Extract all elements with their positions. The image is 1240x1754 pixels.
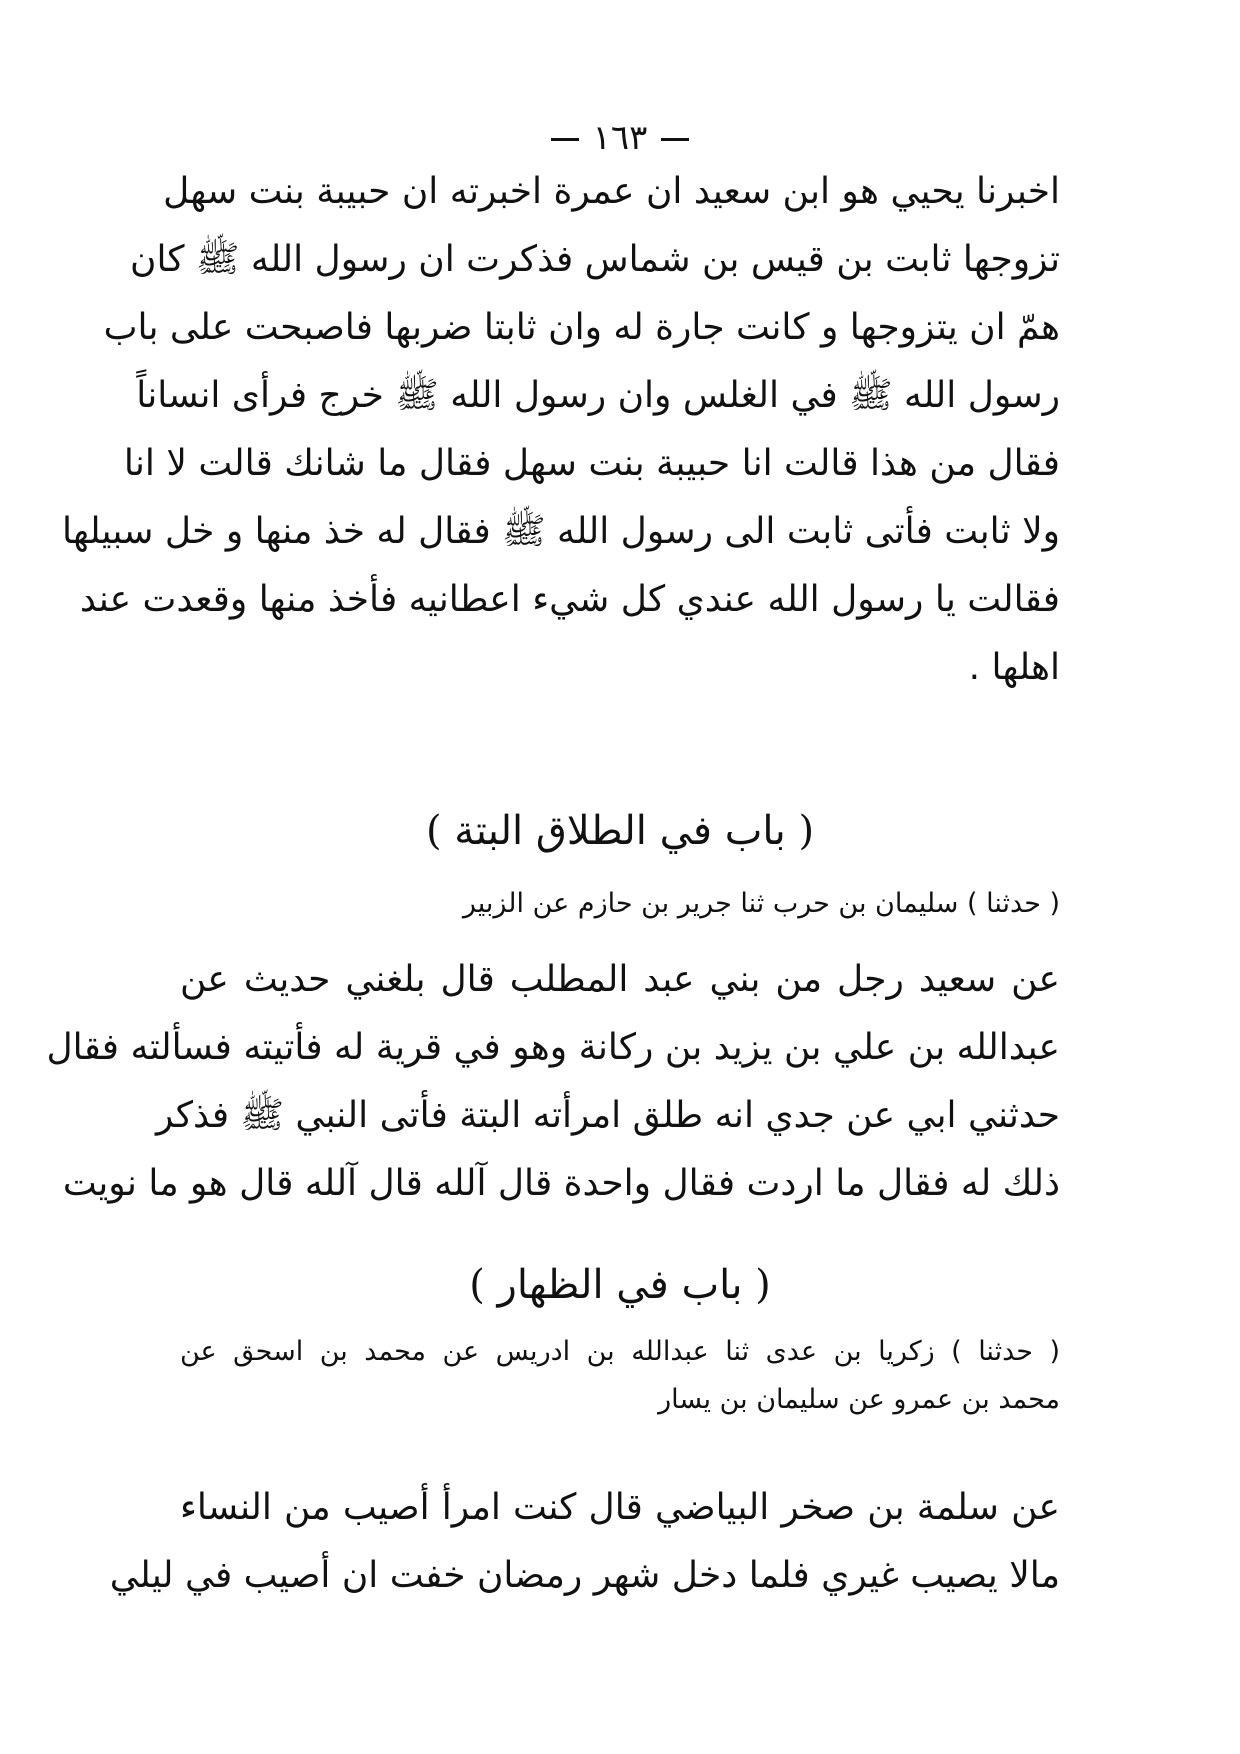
text-line: اخبرنا يحيي هو ابن سعيد ان عمرة اخبرته ان حبيبة بنت سهل: [163, 171, 1060, 212]
text-line: تزوجها ثابت بن قيس بن شماس فذكرت ان رسول الله ﷺ كان: [130, 239, 1060, 280]
text-line: فقالت يا رسول الله عندي كل شيء اعطانيه فأخذ منها وقعدت عند: [79, 579, 1060, 620]
paragraph-2: [46, 946, 1060, 1218]
page-number-text: ١٦٣: [592, 118, 648, 158]
dash-right: [661, 138, 689, 141]
isnad-2: [180, 1328, 1060, 1424]
text-line: مالا يصيب غيري فلما دخل شهر رمضان خفت ان أصيب في ليلي: [109, 1555, 1060, 1596]
text-line: ولا ثابت فأتى ثابت الى رسول الله ﷺ فقال له خذ منها و خل سبيلها: [62, 511, 1060, 552]
isnad-1: [260, 880, 1060, 928]
text-line: حدثني ابي عن جدي انه طلق امرأته البتة فأتى النبي ﷺ فذكر: [155, 1095, 1060, 1136]
section-heading-talaq: ( باب في الطلاق البتة ): [425, 808, 815, 854]
text-line: فقال من هذا قالت انا حبيبة بنت سهل فقال ما شانك قالت لا انا: [123, 443, 1060, 484]
text-line: اهلها .: [968, 647, 1060, 688]
paragraph-1: [62, 158, 1060, 702]
text-line: ذلك له فقال ما اردت فقال واحدة قال آلله قال آلله قال هو ما نويت: [62, 1163, 1060, 1204]
paragraph-3: [109, 1474, 1060, 1610]
text-line: عبدالله بن علي بن يزيد بن ركانة وهو في قرية له فأتيته فسألته فقال: [46, 1027, 1060, 1068]
page-number: [0, 118, 1240, 158]
text-line: رسول الله ﷺ في الغلس وان رسول الله ﷺ خرج فرأى انساناً: [136, 375, 1060, 416]
section-heading-zihar: ( باب في الظهار ): [469, 1262, 771, 1308]
isnad-line: ( حدثنا ) زكريا بن عدى ثنا عبدالله بن ادريس عن محمد بن اسحق عن: [180, 1336, 1060, 1367]
isnad-line: محمد بن عمرو عن سليمان بن يسار: [658, 1384, 1060, 1415]
isnad-line: ( حدثنا ) سليمان بن حرب ثنا جرير بن حازم عن الزبير: [462, 888, 1060, 919]
dash-left: [551, 138, 579, 141]
text-line: همّ ان يتزوجها و كانت جارة له وان ثابتا ضربها فاصبحت على باب: [103, 307, 1060, 348]
text-line: عن سلمة بن صخر البياضي قال كنت امرأ أصيب من النساء: [180, 1487, 1060, 1528]
text-line: عن سعيد رجل من بني عبد المطلب قال بلغني حديث عن: [180, 959, 1060, 1000]
